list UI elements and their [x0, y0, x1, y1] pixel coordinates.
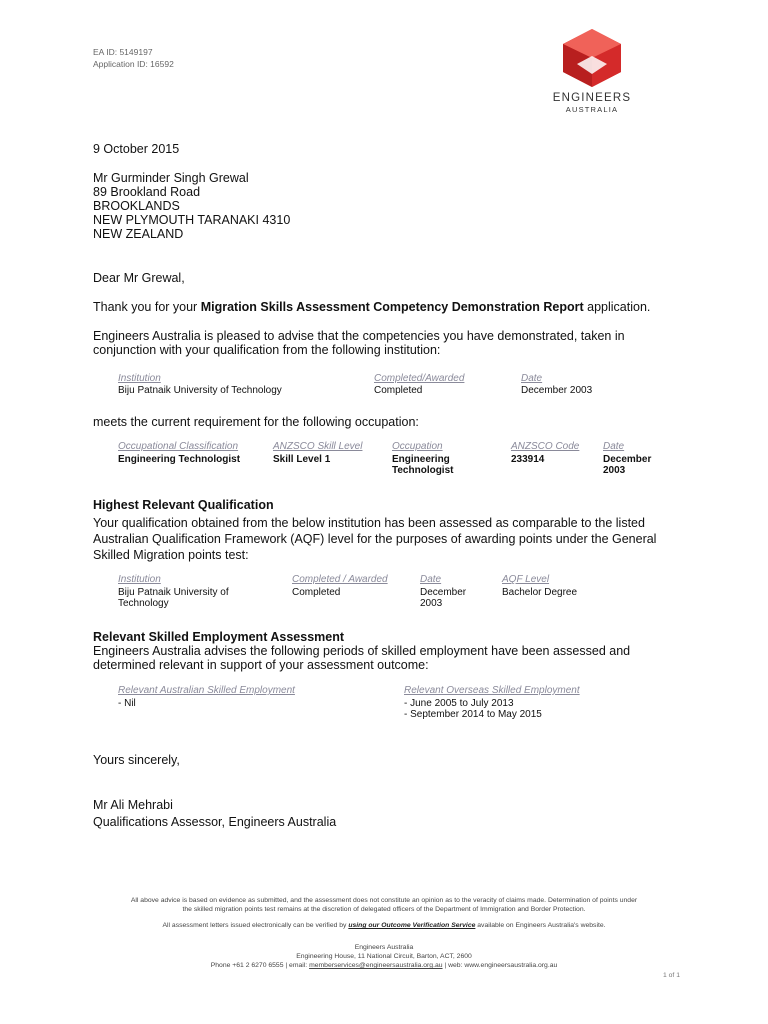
contact-pre: Phone +61 2 6270 6555 | email:: [210, 962, 310, 969]
application-type: Migration Skills Assessment Competency Demonstration Report: [200, 300, 584, 314]
list-item: - Nil: [118, 698, 136, 709]
col-header-aqf-level: AQF Level: [502, 574, 550, 585]
col-header-institution: Institution: [118, 373, 161, 384]
qualification-line: Your qualification obtained from the below institution has been assessed as comparable to the listed: [93, 516, 645, 530]
thanks-pre: Thank you for your: [93, 300, 201, 314]
australian-employment-list: [118, 698, 136, 709]
cell-classification: Engineering Technologist: [118, 454, 241, 465]
meets-sentence: meets the current requirement for the following occupation:: [93, 415, 419, 429]
engineers-australia-hexagon-logo-icon: [561, 28, 623, 88]
col-header-date: Date: [521, 373, 543, 384]
date-line: 2003: [420, 598, 443, 609]
qualification-line: Skilled Migration points test:: [93, 548, 249, 562]
application-id: Application ID: 16592: [93, 59, 174, 69]
verification-service-link[interactable]: using our Outcome Verification Service: [348, 922, 476, 929]
section-heading-employment: Relevant Skilled Employment Assessment: [93, 630, 345, 644]
org-name: Engineers Australia: [354, 944, 414, 951]
thanks-post: application.: [583, 300, 651, 314]
cell-aqf-level: Bachelor Degree: [502, 587, 578, 598]
application-ids: [93, 46, 174, 70]
org-address: Engineering House, 11 National Circuit, Barton, ACT, 2600: [296, 953, 472, 960]
engineers-australia-logo: [548, 28, 636, 114]
cell-completed: Completed: [292, 587, 341, 598]
cell-date: December 2003: [521, 385, 593, 396]
cell-date: [420, 587, 466, 609]
institution-line: Biju Patnaik University of: [118, 587, 229, 598]
address-line: NEW ZEALAND: [93, 227, 184, 241]
date-line: December: [603, 454, 652, 465]
col-header-australian-employment: Relevant Australian Skilled Employment: [118, 685, 295, 696]
cell-institution: [118, 587, 229, 609]
contact-post: | web: www.engineersaustralia.org.au: [442, 962, 558, 969]
logo-name: ENGINEERS: [552, 92, 632, 104]
section-heading-qualification: Highest Relevant Qualification: [93, 498, 274, 512]
address-line: NEW PLYMOUTH TARANAKI 4310: [93, 213, 291, 227]
cell-occupation: [392, 454, 453, 476]
cell-skill-level: Skill Level 1: [273, 454, 331, 465]
col-header-occupation: Occupation: [392, 441, 443, 452]
list-item: - June 2005 to July 2013: [404, 698, 514, 709]
thanks-paragraph: [93, 300, 650, 314]
qualification-paragraph: [93, 515, 656, 563]
address-line: BROOKLANDS: [93, 199, 180, 213]
disclaimer-line: the skilled migration points test remains at the discretion of delegated officers of the Department of Immigration and Border Protection.: [182, 906, 586, 913]
employment-line: determined relevant in support of your assessment outcome:: [93, 658, 429, 672]
overseas-employment-list: [404, 698, 542, 720]
sign-off: Yours sincerely,: [93, 753, 180, 767]
address-line: Mr Gurminder Singh Grewal: [93, 171, 249, 185]
org-contact: [84, 961, 684, 970]
qualification-line: Australian Qualification Framework (AQF) level for the purposes of awarding points under the General: [93, 532, 657, 546]
col-header-completed: Completed/Awarded: [374, 373, 465, 384]
col-header-skill-level: ANZSCO Skill Level: [273, 441, 363, 452]
verify-post: available on Engineers Australia's website.: [475, 922, 606, 929]
address-line: 89 Brookland Road: [93, 185, 201, 199]
col-header-institution: Institution: [118, 574, 161, 585]
cell-completed: Completed: [374, 385, 423, 396]
occupation-line: Engineering: [392, 454, 450, 465]
salutation: Dear Mr Grewal,: [93, 271, 185, 285]
col-header-overseas-employment: Relevant Overseas Skilled Employment: [404, 685, 580, 696]
disclaimer: [84, 896, 684, 914]
organisation-details: [84, 943, 684, 970]
cell-anzsco-code: 233914: [511, 454, 545, 465]
signatory-name: Mr Ali Mehrabi: [93, 798, 173, 812]
letter-date: 9 October 2015: [93, 142, 180, 156]
date-line: December: [420, 587, 467, 598]
page-number: 1 of 1: [662, 972, 680, 979]
cell-date: [603, 454, 651, 476]
recipient-address: [93, 171, 290, 241]
verify-pre: All assessment letters issued electronically can be verified by: [162, 922, 349, 929]
col-header-anzsco-code: ANZSCO Code: [511, 441, 580, 452]
occupation-line: Technologist: [392, 465, 454, 476]
col-header-completed: Completed / Awarded: [292, 574, 388, 585]
intro-paragraph: [93, 329, 625, 357]
col-header-date: Date: [603, 441, 625, 452]
ea-id: EA ID: 5149197: [93, 47, 153, 57]
intro-line: Engineers Australia is pleased to advise that the competencies you have demonstrated, taken in: [93, 329, 625, 343]
disclaimer-line: All above advice is based on evidence as submitted, and the assessment does not constitute an opinion as to the veracity of claims made. Determination of points under: [130, 897, 638, 904]
list-item: - September 2014 to May 2015: [404, 709, 542, 720]
date-line: 2003: [603, 465, 626, 476]
logo-sub: AUSTRALIA: [565, 105, 619, 114]
intro-line: conjunction with your qualification from the following institution:: [93, 343, 441, 357]
col-header-classification: Occupational Classification: [118, 441, 239, 452]
cell-institution: Biju Patnaik University of Technology: [118, 385, 282, 396]
signatory-title: Qualifications Assessor, Engineers Australia: [93, 815, 337, 829]
verification-note: [84, 921, 684, 930]
institution-line: Technology: [118, 598, 169, 609]
employment-paragraph: [93, 644, 630, 672]
col-header-date: Date: [420, 574, 442, 585]
email-link[interactable]: memberservices@engineersaustralia.org.au: [309, 962, 443, 969]
employment-line: Engineers Australia advises the following periods of skilled employment have been assessed and: [93, 644, 631, 658]
